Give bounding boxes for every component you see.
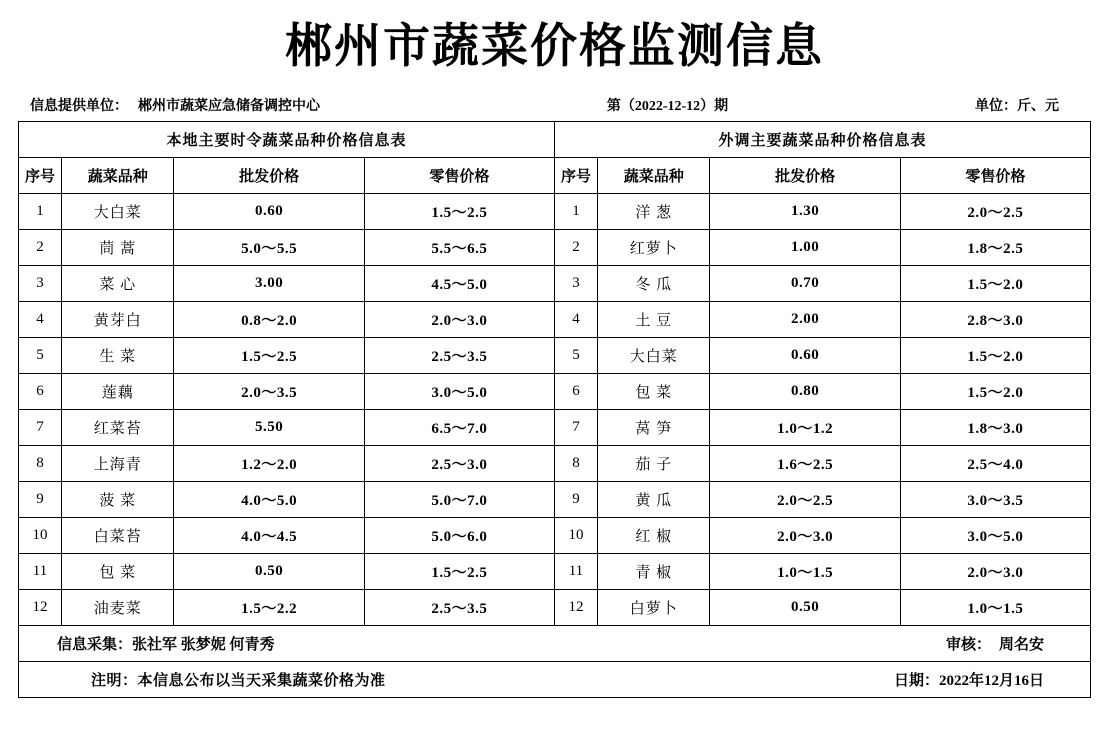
note-value: 本信息公布以当天采集蔬菜价格为准 [137,672,386,689]
external-section-title: 外调主要蔬菜品种价格信息表 [554,121,1090,157]
cell-retail: 2.5～3.0 [364,445,554,481]
cell-retail: 4.5～5.0 [364,265,554,301]
cell-variety: 白菜苔 [61,517,174,553]
column-header-row [19,157,1091,193]
footer-note-row [19,661,1091,697]
period-label: 第（2022-12-12）期 [606,98,729,114]
collector-value: 张社军 张梦妮 何青秀 [132,636,275,653]
cell-retail: 5.0～7.0 [364,481,554,517]
cell-variety: 包 菜 [61,553,174,589]
cell-index: 12 [554,589,597,625]
cell-wholesale: 1.5～2.2 [174,589,364,625]
cell-variety: 莴 笋 [597,409,710,445]
reviewer-value: 周名安 [998,636,1044,653]
cell-variety: 冬 瓜 [597,265,710,301]
cell-index: 11 [19,553,62,589]
cell-index: 10 [19,517,62,553]
cell-retail: 1.8～2.5 [900,229,1090,265]
cell-retail: 2.0～3.0 [900,553,1090,589]
cell-wholesale: 2.0～3.0 [710,517,900,553]
cell-retail: 2.8～3.0 [900,301,1090,337]
cell-index: 6 [554,373,597,409]
cell-variety: 青 椒 [597,553,710,589]
cell-index: 3 [19,265,62,301]
footer-collector-cell [19,625,1091,661]
reviewer-label: 审核： [945,636,991,653]
cell-retail: 5.5～6.5 [364,229,554,265]
cell-wholesale: 1.2～2.0 [174,445,364,481]
cell-retail: 5.0～6.0 [364,517,554,553]
cell-variety: 黄 瓜 [597,481,710,517]
cell-variety: 黄芽白 [61,301,174,337]
note-label: 注明： [91,672,138,689]
cell-variety: 红菜苔 [61,409,174,445]
date-label: 日期： [893,672,939,689]
meta-row [18,91,1091,121]
cell-wholesale: 0.80 [710,373,900,409]
table-row [19,517,1091,553]
col-retail-external: 零售价格 [900,157,1090,193]
cell-wholesale: 0.8～2.0 [174,301,364,337]
col-variety-local: 蔬菜品种 [61,157,174,193]
col-variety-external: 蔬菜品种 [597,157,710,193]
table-row [19,445,1091,481]
cell-wholesale: 0.70 [710,265,900,301]
collector-label: 信息采集： [57,636,133,653]
cell-index: 7 [554,409,597,445]
table-row [19,301,1091,337]
cell-variety: 茼 蒿 [61,229,174,265]
provider-block [18,95,320,115]
cell-index: 10 [554,517,597,553]
cell-retail: 2.0～2.5 [900,193,1090,229]
table-row [19,589,1091,625]
cell-variety: 上海青 [61,445,174,481]
section-header-row [19,121,1091,157]
date-block [894,669,1064,690]
cell-wholesale: 5.50 [174,409,364,445]
cell-variety: 莲藕 [61,373,174,409]
cell-index: 11 [554,553,597,589]
table-row [19,481,1091,517]
cell-wholesale: 2.0～2.5 [710,481,900,517]
table-row [19,373,1091,409]
col-retail-local: 零售价格 [364,157,554,193]
cell-index: 3 [554,265,597,301]
cell-variety: 包 菜 [597,373,710,409]
cell-index: 8 [554,445,597,481]
cell-wholesale: 3.00 [174,265,364,301]
cell-wholesale: 4.0～4.5 [174,517,364,553]
cell-index: 9 [19,481,62,517]
cell-index: 2 [554,229,597,265]
footer-collector-row [19,625,1091,661]
col-wholesale-local: 批发价格 [174,157,364,193]
cell-variety: 油麦菜 [61,589,174,625]
local-section-title: 本地主要时令蔬菜品种价格信息表 [19,121,555,157]
cell-wholesale: 2.00 [710,301,900,337]
reviewer-block [946,633,1064,654]
collector-block [57,633,275,654]
cell-variety: 红 椒 [597,517,710,553]
cell-variety: 土 豆 [597,301,710,337]
table-row [19,553,1091,589]
cell-retail: 6.5～7.0 [364,409,554,445]
cell-wholesale: 0.50 [174,553,364,589]
cell-index: 4 [554,301,597,337]
cell-index: 12 [19,589,62,625]
cell-wholesale: 0.50 [710,589,900,625]
note-block [91,669,386,690]
cell-index: 8 [19,445,62,481]
cell-wholesale: 4.0～5.0 [174,481,364,517]
cell-wholesale: 1.0～1.2 [710,409,900,445]
cell-retail: 2.5～3.5 [364,337,554,373]
cell-retail: 3.0～3.5 [900,481,1090,517]
cell-wholesale: 1.00 [710,229,900,265]
cell-retail: 3.0～5.0 [900,517,1090,553]
unit-label: 单位：斤、元 [975,98,1059,114]
cell-wholesale: 2.0～3.5 [174,373,364,409]
table-row [19,409,1091,445]
cell-wholesale: 1.0～1.5 [710,553,900,589]
cell-wholesale: 5.0～5.5 [174,229,364,265]
cell-retail: 1.5～2.0 [900,265,1090,301]
cell-retail: 1.5～2.0 [900,337,1090,373]
cell-retail: 1.5～2.5 [364,193,554,229]
cell-variety: 洋 葱 [597,193,710,229]
provider-value: 郴州市蔬菜应急储备调控中心 [138,98,320,114]
col-index-external: 序号 [554,157,597,193]
cell-retail: 2.5～4.0 [900,445,1090,481]
cell-index: 5 [19,337,62,373]
cell-wholesale: 1.6～2.5 [710,445,900,481]
date-value: 2022年12月16日 [938,672,1044,689]
col-wholesale-external: 批发价格 [710,157,900,193]
cell-variety: 菠 菜 [61,481,174,517]
cell-variety: 茄 子 [597,445,710,481]
cell-index: 2 [19,229,62,265]
cell-wholesale: 1.5～2.5 [174,337,364,373]
cell-retail: 1.8～3.0 [900,409,1090,445]
table-row [19,193,1091,229]
cell-retail: 2.5～3.5 [364,589,554,625]
cell-index: 6 [19,373,62,409]
col-index-local: 序号 [19,157,62,193]
cell-variety: 大白菜 [597,337,710,373]
cell-retail: 2.0～3.0 [364,301,554,337]
cell-retail: 3.0～5.0 [364,373,554,409]
cell-index: 1 [19,193,62,229]
cell-retail: 1.5～2.5 [364,553,554,589]
page-title: 郴州市蔬菜价格监测信息 [285,21,824,73]
cell-variety: 白萝卜 [597,589,710,625]
cell-index: 7 [19,409,62,445]
table-row [19,229,1091,265]
cell-retail: 1.5～2.0 [900,373,1090,409]
cell-retail: 1.0～1.5 [900,589,1090,625]
table-row [19,337,1091,373]
cell-index: 9 [554,481,597,517]
cell-variety: 生 菜 [61,337,174,373]
cell-index: 5 [554,337,597,373]
cell-index: 4 [19,301,62,337]
cell-variety: 菜 心 [61,265,174,301]
cell-variety: 红萝卜 [597,229,710,265]
footer-note-cell [19,661,1091,697]
cell-index: 1 [554,193,597,229]
table-row [19,265,1091,301]
cell-wholesale: 1.30 [710,193,900,229]
price-table [18,121,1091,698]
cell-variety: 大白菜 [61,193,174,229]
cell-wholesale: 0.60 [174,193,364,229]
cell-wholesale: 0.60 [710,337,900,373]
provider-label: 信息提供单位： [30,98,128,114]
